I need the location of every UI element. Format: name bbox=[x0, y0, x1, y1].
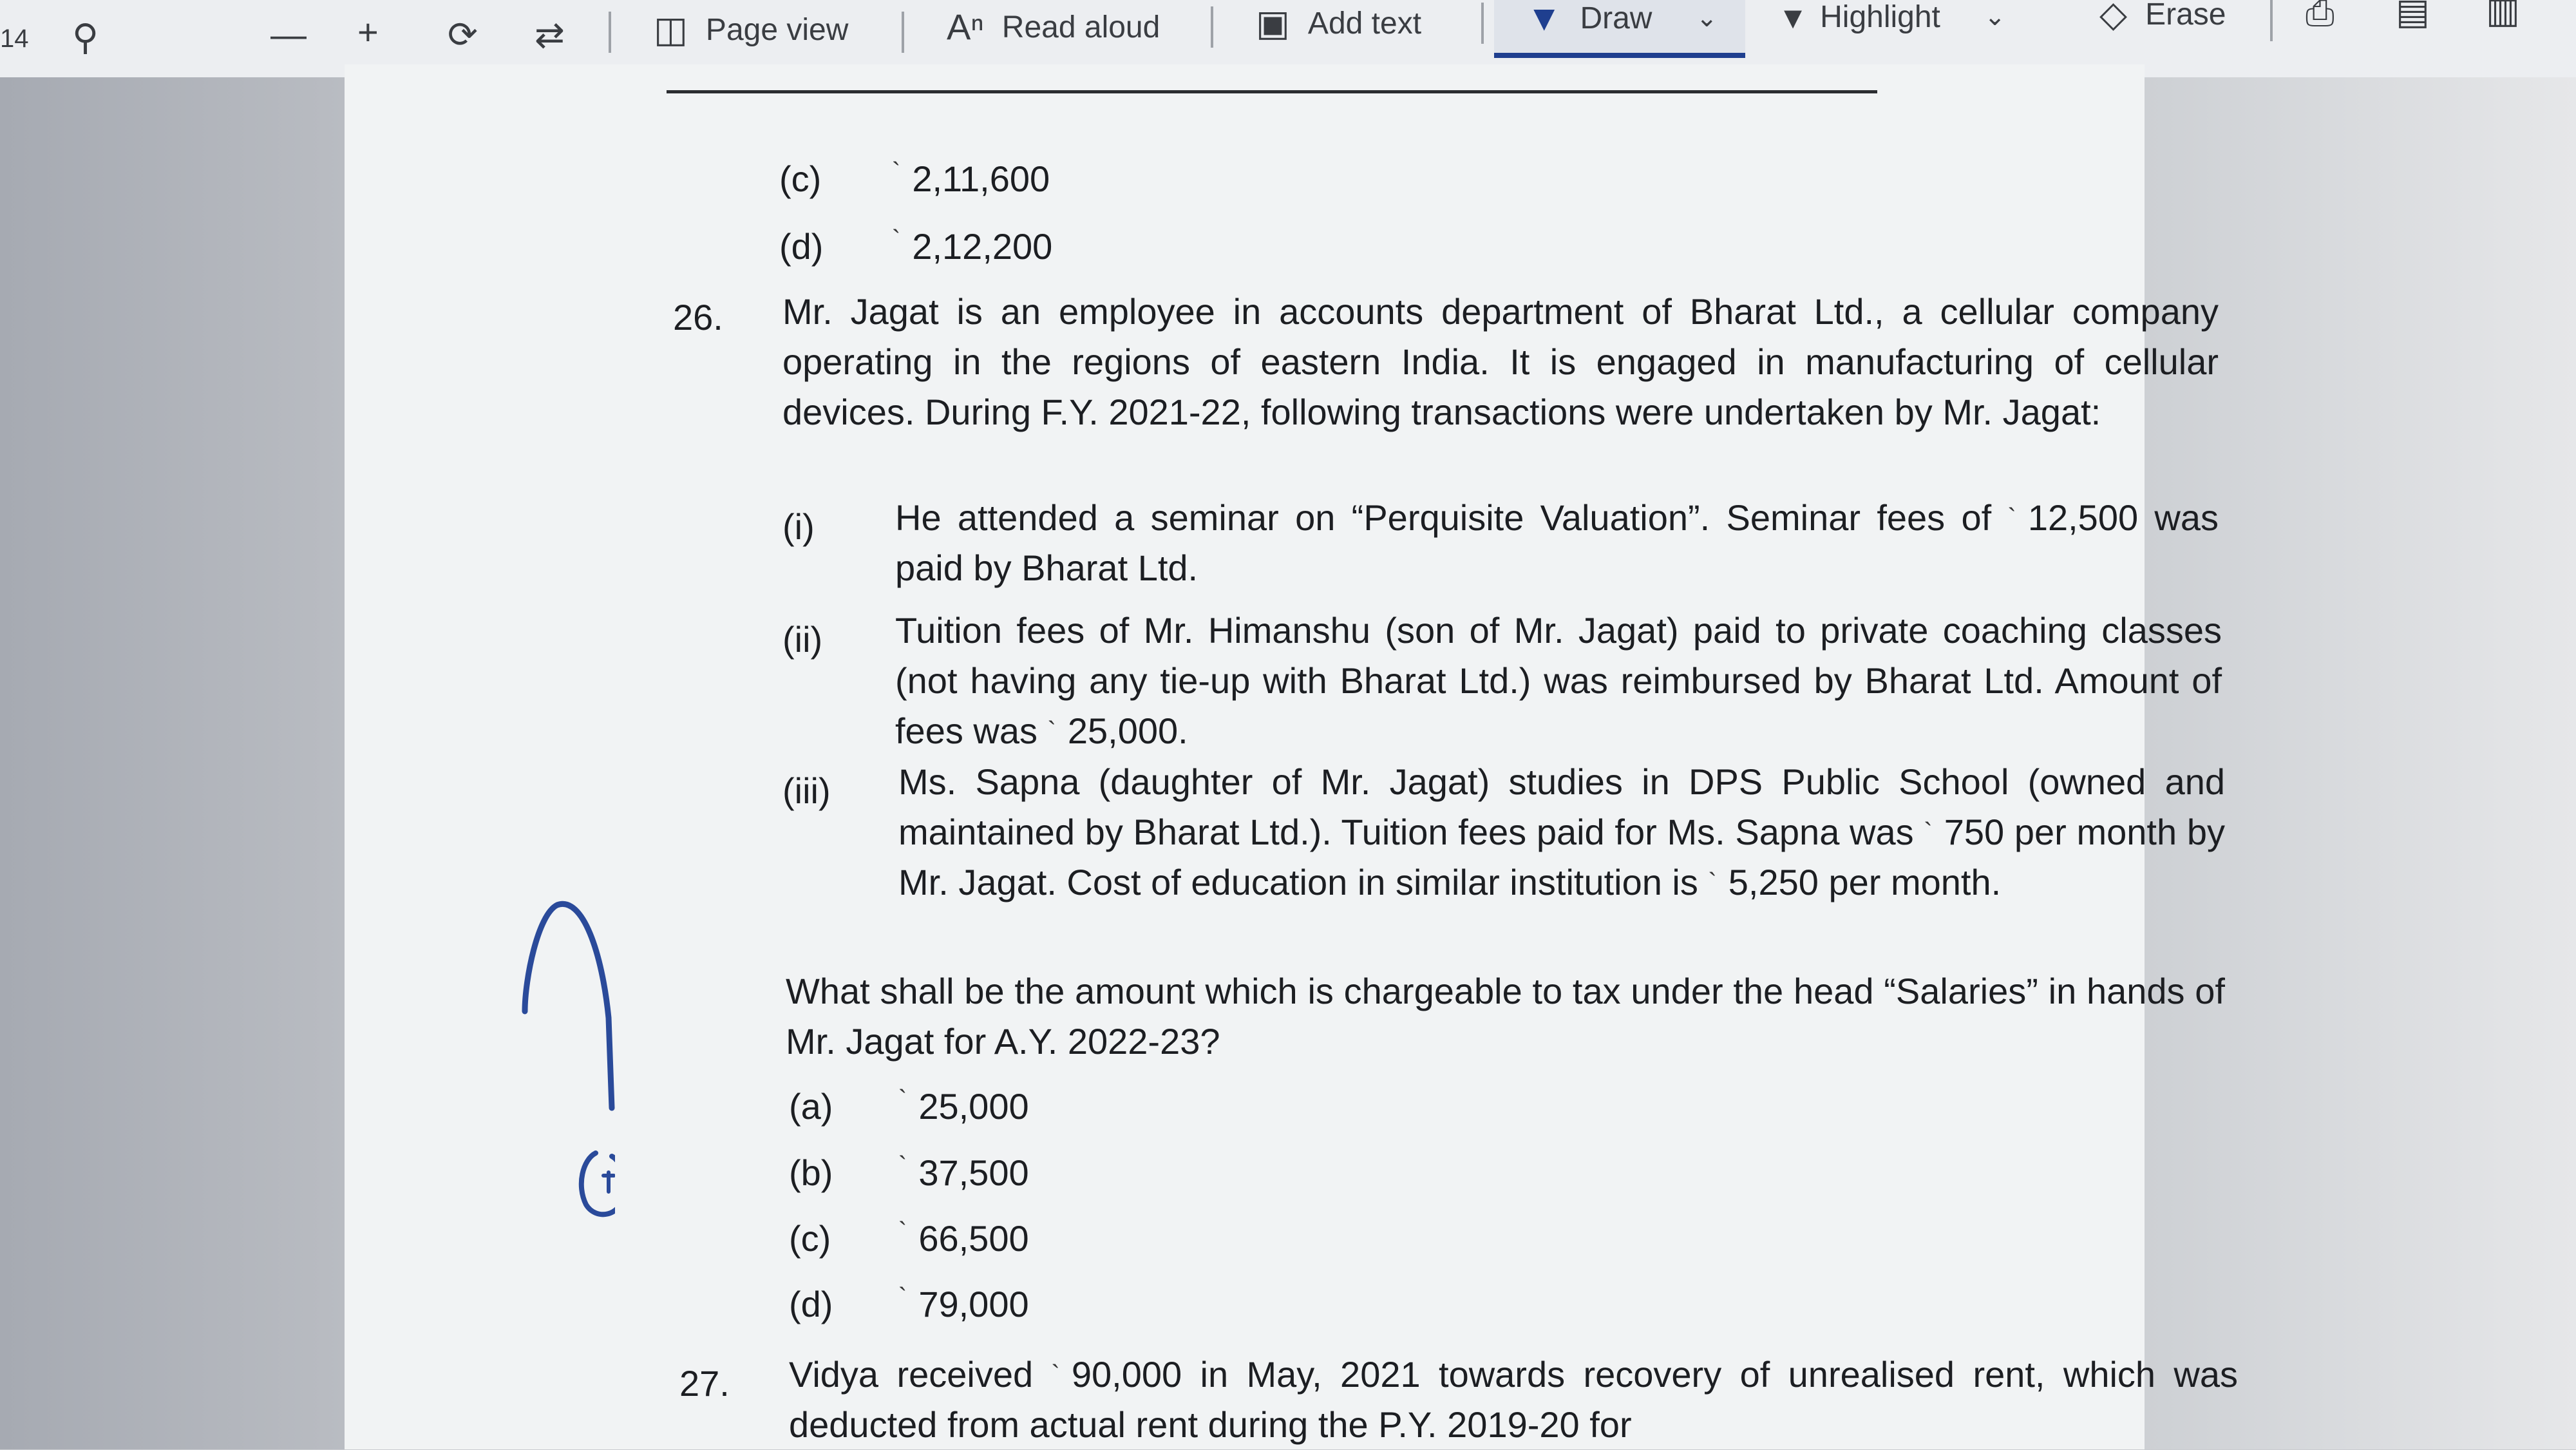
print-icon[interactable]: ⎙ bbox=[2306, 0, 2334, 33]
highlight-button[interactable] bbox=[1784, 0, 2005, 35]
rupee-symbol: ` bbox=[1051, 1360, 1060, 1389]
zoom-in-icon[interactable]: + bbox=[357, 12, 379, 52]
option-b-value: ` 37,500 bbox=[898, 1152, 1029, 1193]
draw-label: Draw bbox=[1580, 1, 1653, 35]
chevron-down-icon[interactable]: ⌄ bbox=[1696, 4, 1718, 32]
draw-button[interactable] bbox=[1526, 0, 1718, 36]
erase-label: Erase bbox=[2145, 0, 2226, 32]
toolbar-divider bbox=[2270, 0, 2273, 41]
rupee-symbol: ` bbox=[898, 1085, 907, 1114]
save-icon[interactable]: ▤ bbox=[2396, 0, 2430, 32]
rotate-icon[interactable]: ⟳ bbox=[448, 14, 478, 55]
chevron-down-icon[interactable]: ⌄ bbox=[1984, 3, 2006, 31]
read-aloud-button[interactable] bbox=[947, 6, 1160, 47]
rupee-symbol: ` bbox=[898, 1283, 907, 1312]
question-number: 26. bbox=[673, 297, 723, 338]
toolbar-divider bbox=[902, 12, 904, 53]
page-number: 14 bbox=[0, 24, 29, 53]
toolbar-divider bbox=[609, 12, 611, 53]
option-d-label: (d) bbox=[789, 1284, 833, 1324]
add-text-label: Add text bbox=[1307, 6, 1422, 41]
read-aloud-icon: Aⁿ bbox=[947, 6, 984, 47]
rupee-symbol: ` bbox=[898, 1152, 907, 1180]
eraser-icon: ◇ bbox=[2099, 0, 2128, 34]
add-text-button[interactable] bbox=[1256, 5, 1421, 41]
option-c-label: (c) bbox=[789, 1218, 831, 1259]
pdf-page bbox=[345, 64, 2239, 1449]
item-i-label: (i) bbox=[782, 506, 815, 547]
item-ii-label: (ii) bbox=[782, 619, 823, 660]
text-box-icon: ▣ bbox=[1256, 3, 1290, 43]
rupee-symbol: ` bbox=[892, 158, 901, 186]
rupee-symbol: ` bbox=[898, 1217, 907, 1246]
draw-pen-icon: ▼ bbox=[1526, 0, 1562, 38]
option-d-value: ` 79,000 bbox=[898, 1283, 1029, 1324]
question-text: What shall be the amount which is chargeable to tax under the head “Salaries” in hands of Mr. Jagat for A.Y. 2022-23? bbox=[786, 971, 2225, 1062]
save-as-icon[interactable]: ▥ bbox=[2486, 0, 2520, 30]
question-intro: Mr. Jagat is an employee in accounts department of Bharat Ltd., a cellular company operating in the regions of eastern India. It is engaged in manufacturing of cellular devices. During F.Y. 2021-22, following transactions were undertaken by Mr. Jagat: bbox=[782, 291, 2219, 432]
toolbar-divider bbox=[1211, 6, 1213, 48]
highlighter-icon: ▾ bbox=[1784, 0, 1803, 37]
toolbar-divider bbox=[1481, 3, 1484, 44]
question-number: 27. bbox=[679, 1363, 730, 1404]
page-view-icon: ◫ bbox=[654, 9, 688, 50]
viewer-background-left bbox=[0, 77, 345, 1449]
read-aloud-label: Read aloud bbox=[1001, 10, 1160, 44]
search-icon[interactable]: ⚲ bbox=[72, 17, 99, 57]
rupee-symbol: ` bbox=[2007, 504, 2016, 532]
item-iii-label: (iii) bbox=[782, 770, 831, 811]
item-iii-text: Ms. Sapna (daughter of Mr. Jagat) studies in DPS Public School (owned and maintained by Bharat Ltd.). Tuition fees paid for Ms. Sapna was ` 750 per month by Mr. Jagat. Cost of education in similar institution is ` 5,250 per month. bbox=[898, 761, 2225, 902]
fit-width-icon[interactable]: ⇄ bbox=[535, 14, 565, 55]
rupee-symbol: ` bbox=[1924, 818, 1933, 846]
option-d-value: ` 2,12,200 bbox=[892, 225, 1053, 267]
rupee-symbol: ` bbox=[892, 225, 901, 254]
option-c-label: (c) bbox=[779, 158, 822, 199]
item-ii-text: Tuition fees of Mr. Himanshu (son of Mr. Jagat) paid to private coaching classes (not having any tie-up with Bharat Ltd.) was reimbursed by Bharat Ltd. Amount of fees was ` 25,000. bbox=[895, 610, 2222, 751]
item-i-text: He attended a seminar on “Perquisite Valuation”. Seminar fees of ` 12,500 was paid by Bharat Ltd. bbox=[895, 497, 2219, 588]
option-a-value: ` 25,000 bbox=[898, 1085, 1029, 1127]
page-view-label: Page view bbox=[705, 12, 849, 47]
zoom-out-icon[interactable]: — bbox=[270, 14, 307, 55]
option-c-value: ` 2,11,600 bbox=[892, 158, 1050, 199]
option-d-label: (d) bbox=[779, 226, 824, 267]
option-b-label: (b) bbox=[789, 1152, 833, 1193]
ink-annotation-hook bbox=[512, 825, 615, 1250]
option-a-label: (a) bbox=[789, 1086, 833, 1127]
rupee-symbol: ` bbox=[1708, 868, 1717, 897]
question-27-text: Vidya received ` 90,000 in May, 2021 towards recovery of unrealised rent, which was deducted from actual rent during the P.Y. 2019-20 for bbox=[789, 1354, 2239, 1445]
erase-button[interactable] bbox=[2099, 0, 2226, 32]
highlight-label: Highlight bbox=[1820, 0, 1940, 34]
rupee-symbol: ` bbox=[1047, 717, 1056, 745]
option-c-value: ` 66,500 bbox=[898, 1217, 1029, 1259]
header-rule bbox=[667, 90, 1877, 93]
page-view-button[interactable] bbox=[654, 9, 849, 50]
